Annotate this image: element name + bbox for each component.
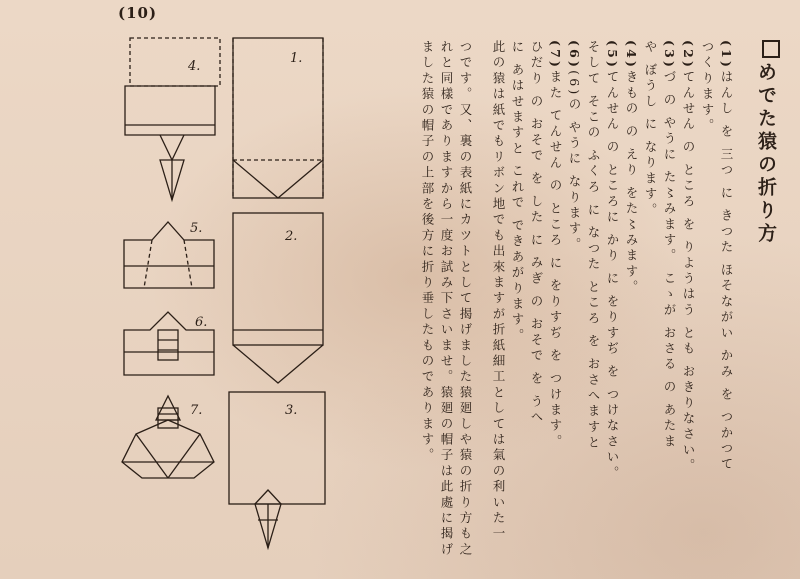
- fold-step-5: [124, 221, 214, 288]
- instruction-text: [350, 40, 780, 560]
- fold-step-7: [122, 396, 214, 478]
- fold-step-6: [124, 312, 214, 375]
- instruction-4: (4)きもの の えり をた〻みます。: [624, 40, 639, 296]
- folding-diagrams: [0, 0, 340, 579]
- page-title: [754, 40, 780, 560]
- instruction-2: (2)てんせん の ところ を りようはう とも おきりなさい。: [681, 40, 696, 475]
- instruction-7-cont-2: に あはせますと これで できあがります。: [510, 40, 525, 345]
- page-number: (10): [118, 4, 158, 22]
- instruction-3-cont: や ぼうし に なります。: [643, 40, 658, 219]
- title-text: めでた猿の折り方: [755, 62, 777, 246]
- note-line-1: 此の猿は紙でもリボン地でも出來ますが折紙細工としては氣の利いた一: [491, 40, 506, 543]
- instruction-5-cont: そして そこの ふくろ に なつた ところ を おさへますと: [586, 40, 601, 452]
- fold-label-3: 3.: [285, 403, 298, 418]
- instruction-7-cont-1: ひだり の おそで を した に みぎ の おそで を うへ: [529, 40, 544, 426]
- instruction-6: (6)(6)の やうに なります。: [567, 40, 582, 254]
- instruction-7: (7)また てんせん の ところ に をりすぢ を つけます。: [548, 40, 563, 451]
- instruction-3: (3)づ の やうに た〻みます。 こゝが おさる の あたま: [662, 40, 677, 451]
- instruction-1: (1)はんし を 三つ に きつた ほそながい かみ を つかつて: [719, 40, 734, 473]
- fold-label-7: 7.: [190, 403, 203, 418]
- note-line-2: つです。又、裏の表紙にカツトとして揭げました猿廻しや猿の折り方も之: [458, 40, 473, 559]
- note-line-4: ました猿の帽子の上部を後方に折り垂したものであります。: [420, 40, 435, 464]
- fold-label-5: 5.: [190, 221, 203, 236]
- title-box-icon: [762, 40, 780, 58]
- fold-step-4: [125, 38, 220, 200]
- fold-label-4: 4.: [188, 59, 201, 74]
- note-line-3: れと同樣でありますから一度お試み下さいませ。猿廻の帽子は此處に揭げ: [439, 40, 454, 559]
- fold-step-1: [233, 38, 323, 198]
- instruction-5: (5)てんせん の ところに かり に をりすぢ を つけなさい。: [605, 40, 620, 482]
- fold-label-1: 1.: [290, 51, 303, 66]
- fold-step-3: [229, 392, 325, 548]
- fold-label-6: 6.: [195, 315, 208, 330]
- fold-label-2: 2.: [285, 229, 298, 244]
- fold-step-2: [233, 213, 323, 383]
- instruction-1-cont: つくります。: [700, 40, 715, 135]
